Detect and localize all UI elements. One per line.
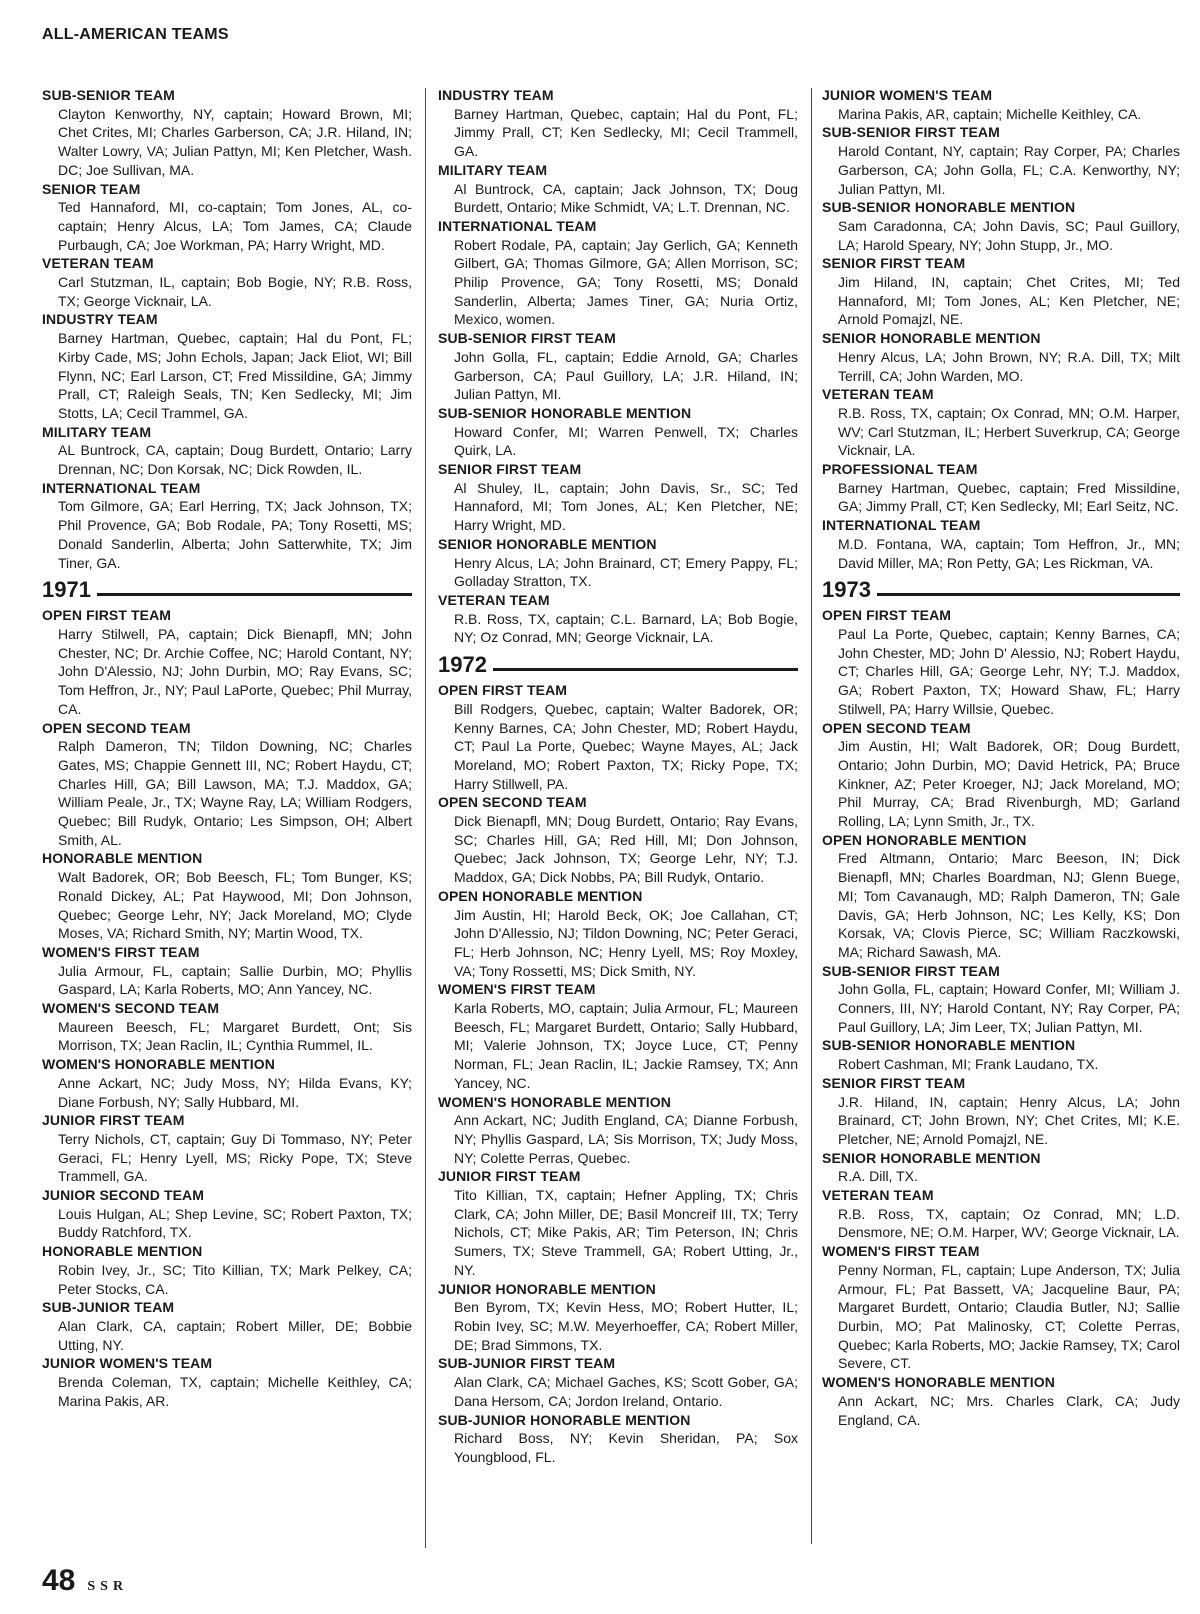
team-section	[42, 943, 412, 999]
team-members: Harold Contant, NY, captain; Ray Corper, PA; Charles Garberson, CA; John Golla, FL; C.A. Kenworthy, NY; Julian Pattyn, MI.	[838, 143, 1180, 197]
team-section	[42, 999, 412, 1055]
team-heading: INTERNATIONAL TEAM	[438, 217, 597, 234]
team-members: Jim Austin, HI; Walt Badorek, OR; Doug Burdett, Ontario; John Durbin, MO; David Hetrick, PA; Bruce Kinkner, AZ; Peter Kroeger, NJ; Jack Moreland, MO; Phil Murray, CA; Brad Rivenburgh, MD; Garland Rolling, LA; Lynn Smith, Jr., TX.	[838, 738, 1180, 830]
year-heading: 1973	[822, 577, 871, 603]
team-section	[42, 180, 412, 255]
team-section	[438, 1167, 798, 1279]
team-heading: WOMEN'S HONORABLE MENTION	[438, 1093, 671, 1110]
column-divider-1	[425, 88, 426, 1548]
team-members: J.R. Hiland, IN, captain; Henry Alcus, LA; John Brainard, CT; John Brown, NY; Chet Crites, MI; K.E. Pletcher, NE; Arnold Pomajzl, NE.	[838, 1093, 1180, 1147]
team-members: John Golla, FL, captain; Eddie Arnold, GA; Charles Garberson, CA; Paul Guillory, LA; J.R. Hiland, IN; Julian Pattyn, MI.	[454, 348, 798, 403]
team-members: Robin Ivey, Jr., SC; Tito Killian, TX; Mark Pelkey, CA; Peter Stocks, CA.	[58, 1261, 412, 1297]
page-title: ALL-AMERICAN TEAMS	[42, 26, 229, 43]
team-heading: OPEN SECOND TEAM	[438, 794, 587, 811]
team-section	[438, 217, 798, 329]
team-heading: SENIOR TEAM	[42, 180, 141, 197]
team-members: R.B. Ross, TX, captain; C.L. Barnard, LA; Bob Bogie, NY; Oz Conrad, MN; George Vicknair, LA.	[454, 610, 798, 646]
team-members: M.D. Fontana, WA, captain; Tom Heffron, Jr., MN; David Miller, MA; Ron Petty, GA; Les Rickman, VA.	[838, 535, 1180, 571]
team-section	[438, 535, 798, 591]
team-members: Walt Badorek, OR; Bob Beesch, FL; Tom Bunger, KS; Ronald Dickey, AL; Pat Haywood, MI; Don Johnson, Quebec; George Lehr, NY; Jack Moreland, MO; Clyde Moses, VA; Richard Smith, NY; Martin Wood, TX.	[58, 869, 412, 942]
team-members: Karla Roberts, MO, captain; Julia Armour, FL; Maureen Beesch, FL; Margaret Burdett, Ontario; Sally Hubbard, MI; Valerie Johnson, TX; Joyce Luce, CT; Penny Norman, FL; Jean Raclin, IL; Jackie Ramsey, TX; Ann Yancey, NC.	[454, 1000, 798, 1091]
team-heading: JUNIOR FIRST TEAM	[438, 1168, 581, 1185]
team-heading: PROFESSIONAL TEAM	[822, 461, 978, 478]
team-heading: SUB-SENIOR FIRST TEAM	[822, 962, 1000, 979]
year-heading: 1971	[42, 577, 91, 603]
team-heading: JUNIOR HONORABLE MENTION	[438, 1280, 656, 1297]
column-divider-2	[811, 88, 812, 1544]
team-heading: VETERAN TEAM	[42, 255, 154, 272]
team-heading: OPEN SECOND TEAM	[42, 719, 191, 736]
team-section	[822, 198, 1180, 254]
team-members: Paul La Porte, Quebec, captain; Kenny Barnes, CA; John Chester, MD; John D' Alessio, NJ; Robert Haydu, CT; Charles Hill, GA; George Lehr, NY; T.J. Maddox, GA; Robert Paxton, TX; Howard Shaw, FL; Harry Stilwell, PA; Harry Willsie, Quebec.	[838, 625, 1180, 717]
team-section	[438, 329, 798, 404]
team-heading: WOMEN'S FIRST TEAM	[822, 1243, 980, 1260]
team-heading: JUNIOR FIRST TEAM	[42, 1112, 185, 1129]
team-heading: SUB-JUNIOR TEAM	[42, 1299, 175, 1316]
team-section	[42, 1354, 412, 1410]
team-section	[438, 86, 798, 161]
team-heading: VETERAN TEAM	[822, 1187, 934, 1204]
team-heading: JUNIOR SECOND TEAM	[42, 1187, 205, 1204]
team-heading: SENIOR HONORABLE MENTION	[822, 330, 1041, 347]
team-members: Fred Altmann, Ontario; Marc Beeson, IN; Dick Bienapfl, MN; Charles Boardman, NJ; Glenn Buege, MI; Tom Cavanaugh, MD; Ralph Dameron, TN; Gale Davis, GA; Herb Johnson, NC; Les Kelly, KS; Don Korsak, VA; Clovis Pierce, SC; William Raczkowski, MA; Richard Sawash, MA.	[838, 850, 1180, 960]
team-members: Henry Alcus, LA; John Brown, NY; R.A. Dill, TX; Milt Terrill, CA; John Warden, MO.	[838, 348, 1180, 384]
team-members: Terry Nichols, CT, captain; Guy Di Tommaso, NY; Peter Geraci, FL; Henry Lyell, MS; Ricky Pope, TX; Steve Trammell, GA.	[58, 1130, 412, 1185]
team-section	[822, 1074, 1180, 1149]
team-section	[42, 310, 412, 422]
team-members: Jim Austin, HI; Harold Beck, OK; Joe Callahan, CT; John D'Allessio, NJ; Tildon Downing, NC; Peter Geraci, FL; Herb Johnson, NC; Henry Lyell, MS; Roy Moxley, VA; Tony Rossetti, MS; Dick Smith, NY.	[454, 906, 798, 979]
page-number: 48	[42, 1564, 76, 1597]
team-section	[42, 719, 412, 850]
team-section	[438, 681, 798, 793]
team-members: Julia Armour, FL, captain; Sallie Durbin, MO; Phyllis Gaspard, LA; Karla Roberts, MO; Ann Yancey, NC.	[58, 962, 412, 998]
team-heading: OPEN FIRST TEAM	[822, 607, 952, 624]
team-section	[42, 1055, 412, 1111]
team-heading: MILITARY TEAM	[438, 161, 548, 178]
year-rule	[877, 593, 1180, 596]
column-1	[42, 86, 412, 1411]
team-members: R.B. Ross, TX, captain; Ox Conrad, MN; O.M. Harper, WV; Carl Stutzman, IL; Herbert Suverkrup, CA; George Vicknair, LA.	[838, 404, 1180, 459]
team-section	[822, 86, 1180, 123]
team-heading: SUB-JUNIOR HONORABLE MENTION	[438, 1411, 691, 1428]
team-members: Howard Confer, MI; Warren Penwell, TX; Charles Quirk, LA.	[454, 423, 798, 459]
team-members: Ben Byrom, TX; Kevin Hess, MO; Robert Hutter, IL; Robin Ivey, SC; M.W. Meyerhoeffer, CA; Robert Miller, DE; Brad Simmons, TX.	[454, 1299, 798, 1353]
team-section	[822, 516, 1180, 572]
team-members: Tito Killian, TX, captain; Hefner Appling, TX; Chris Clark, CA; John Miller, DE; Basil Moncreif III, TX; Terry Nichols, CT; Mike Pakis, AR; Tim Peterson, IN; Chris Sumers, TX; Steve Trammell, GA; Robert Utting, Jr., NY.	[454, 1187, 798, 1278]
team-heading: SUB-SENIOR TEAM	[42, 87, 175, 103]
team-members: Barney Hartman, Quebec, captain; Fred Missildine, GA; Jimmy Prall, CT; Ken Sedlecky, MI; Earl Seitz, NC.	[838, 479, 1180, 515]
team-members: Ralph Dameron, TN; Tildon Downing, NC; Charles Gates, MS; Chappie Gennett III, NC; Robert Haydu, CT; Charles Hill, GA; Bill Lawson, MA; T.J. Maddox, GA; William Peale, Jr., TX; Wayne Ray, LA; William Rodgers, Quebec; Bill Rudyk, Ontario; Les Simpson, OH; Albert Smith, AL.	[58, 738, 412, 848]
team-section	[42, 849, 412, 943]
team-members: Marina Pakis, AR, captain; Michelle Keithley, CA.	[838, 105, 1142, 122]
team-heading: SENIOR HONORABLE MENTION	[822, 1149, 1041, 1166]
team-heading: INTERNATIONAL TEAM	[822, 517, 981, 534]
team-section	[42, 1111, 412, 1186]
team-heading: INDUSTRY TEAM	[438, 87, 554, 103]
team-section	[42, 1242, 412, 1298]
team-section	[822, 329, 1180, 385]
team-members: Sam Caradonna, CA; John Davis, SC; Paul Guillory, LA; Harold Speary, NY; John Stupp, Jr., MO.	[838, 217, 1180, 253]
team-members: Jim Hiland, IN, captain; Chet Crites, MI; Ted Hannaford, MI; Tom Jones, AL; Ken Pletcher, NE; Arnold Pomajzl, NE.	[838, 274, 1180, 328]
team-section	[438, 1093, 798, 1168]
team-section	[438, 887, 798, 981]
team-members: Al Shuley, IL, captain; John Davis, Sr., SC; Ted Hannaford, MI; Tom Jones, AL; Ken Pletcher, NE; Harry Wright, MD.	[454, 479, 798, 534]
team-heading: SENIOR FIRST TEAM	[822, 255, 966, 272]
team-section	[822, 1036, 1180, 1073]
team-section	[438, 404, 798, 460]
team-members: Brenda Coleman, TX, captain; Michelle Keithley, CA; Marina Pakis, AR.	[58, 1374, 412, 1409]
team-heading: OPEN SECOND TEAM	[822, 719, 971, 736]
team-section	[822, 460, 1180, 516]
team-section	[438, 980, 798, 1092]
team-members: Barney Hartman, Quebec, captain; Hal du Pont, FL; Kirby Cade, MS; John Echols, Japan; Jack Eliot, WI; Bill Flynn, NC; Earl Larson, CT; Fred Missildine, GA; Jimmy Prall, CT; Raleigh Seals, TN; Ken Sedlecky, MI; Jim Stotts, LA; Cecil Trammel, GA.	[58, 330, 412, 421]
team-members: Maureen Beesch, FL; Margaret Burdett, Ont; Sis Morrison, TX; Jean Raclin, IL; Cynthia Rummel, IL.	[58, 1018, 412, 1054]
team-heading: OPEN HONORABLE MENTION	[822, 831, 1027, 848]
column-2	[438, 86, 798, 1467]
team-heading: SENIOR FIRST TEAM	[822, 1074, 966, 1091]
team-members: Ann Ackart, NC; Judith England, CA; Dianne Forbush, NY; Phyllis Gaspard, LA; Sis Morrison, TX; Judy Moss, NY; Colette Perras, Quebec.	[454, 1112, 798, 1166]
team-section	[822, 1186, 1180, 1242]
team-members: Alan Clark, CA; Michael Gaches, KS; Scott Gober, GA; Dana Hersom, CA; Jordon Ireland, Ontario.	[454, 1374, 798, 1409]
team-members: Anne Ackart, NC; Judy Moss, NY; Hilda Evans, KY; Diane Forbush, NY; Sally Hubbard, MI.	[58, 1074, 412, 1110]
team-heading: JUNIOR WOMEN'S TEAM	[822, 87, 993, 103]
team-heading: SUB-SENIOR HONORABLE MENTION	[438, 404, 692, 421]
team-members: Harry Stilwell, PA, captain; Dick Bienapfl, MN; John Chester, NC; Dr. Archie Coffee, NC; Harold Contant, NY; John D'Alessio, NJ; John Durbin, MO; Ray Evans, SC; Tom Heffron, Jr., NY; Paul LaPorte, Quebec; Phil Murray, CA.	[58, 625, 412, 717]
team-section	[822, 254, 1180, 329]
team-section	[438, 1280, 798, 1355]
team-members: Robert Cashman, MI; Frank Laudano, TX.	[838, 1056, 1099, 1073]
column-3	[822, 86, 1180, 1429]
team-members: R.B. Ross, TX, captain; Oz Conrad, MN; L.D. Densmore, NE; O.M. Harper, WV; George Vicknair, LA.	[838, 1205, 1180, 1241]
team-members: Carl Stutzman, IL, captain; Bob Bogie, NY; R.B. Ross, TX; George Vicknair, LA.	[58, 274, 412, 309]
team-section	[438, 460, 798, 535]
team-members: Alan Clark, CA, captain; Robert Miller, DE; Bobbie Utting, NY.	[58, 1318, 412, 1353]
team-members: Barney Hartman, Quebec, captain; Hal du Pont, FL; Jimmy Prall, CT; Ken Sedlecky, MI; Cecil Trammell, GA.	[454, 105, 798, 160]
team-members: Richard Boss, NY; Kevin Sheridan, PA; Sox Youngblood, FL.	[454, 1430, 798, 1465]
team-section	[822, 719, 1180, 831]
team-heading: SUB-SENIOR HONORABLE MENTION	[822, 1037, 1076, 1054]
team-section	[822, 1373, 1180, 1429]
team-section	[822, 123, 1180, 198]
team-members: Henry Alcus, LA; John Brainard, CT; Emery Pappy, FL; Golladay Stratton, TX.	[454, 554, 798, 590]
team-heading: WOMEN'S HONORABLE MENTION	[42, 1056, 275, 1073]
team-section	[42, 254, 412, 310]
year-rule	[493, 668, 798, 671]
year-divider	[42, 578, 412, 602]
team-heading: SUB-SENIOR FIRST TEAM	[822, 124, 1000, 141]
team-heading: SUB-JUNIOR FIRST TEAM	[438, 1355, 616, 1372]
team-heading: WOMEN'S SECOND TEAM	[42, 1000, 220, 1017]
team-members: Dick Bienapfl, MN; Doug Burdett, Ontario; Ray Evans, SC; Charles Hill, GA; Red Hill, MI; Don Johnson, Quebec; Jack Johnson, TX; George Lehr, NY; T.J. Maddox, GA; Dick Nobbs, PA; Bill Rudyk, Ontario.	[454, 813, 798, 886]
team-section	[42, 423, 412, 479]
team-section	[42, 606, 412, 718]
team-section	[438, 1411, 798, 1467]
team-heading: WOMEN'S FIRST TEAM	[438, 981, 596, 998]
team-heading: SENIOR HONORABLE MENTION	[438, 535, 657, 552]
team-section	[822, 1149, 1180, 1186]
team-members: Penny Norman, FL, captain; Lupe Anderson, TX; Julia Armour, FL; Pat Bassett, VA; Jacqueline Baur, PA; Margaret Burdett, Ontario; Claudia Butler, NJ; Sallie Durbin, MO; Pat Malinosky, CT; Colette Perras, Quebec; Karla Roberts, MO; Jackie Ramsey, TX; Carol Severe, CT.	[838, 1261, 1180, 1372]
team-heading: SUB-SENIOR HONORABLE MENTION	[822, 199, 1076, 216]
team-heading: WOMEN'S FIRST TEAM	[42, 943, 200, 960]
year-heading: 1972	[438, 652, 487, 678]
team-members: AL Buntrock, CA, captain; Doug Burdett, Ontario; Larry Drennan, NC; Don Korsak, NC; Dick Rowden, IL.	[58, 442, 412, 478]
team-heading: WOMEN'S HONORABLE MENTION	[822, 1374, 1055, 1391]
team-section	[42, 1298, 412, 1354]
year-divider	[822, 578, 1180, 602]
team-section	[438, 1354, 798, 1410]
team-heading: HONORABLE MENTION	[42, 1243, 203, 1260]
team-section	[822, 1242, 1180, 1373]
magazine-name: SSR	[87, 1579, 129, 1594]
team-heading: OPEN FIRST TEAM	[42, 607, 172, 624]
team-heading: HONORABLE MENTION	[42, 850, 203, 867]
team-members: Louis Hulgan, AL; Shep Levine, SC; Robert Paxton, TX; Buddy Ratchford, TX.	[58, 1205, 412, 1241]
team-members: Clayton Kenworthy, NY, captain; Howard Brown, MI; Chet Crites, MI; Charles Garberson, CA; J.R. Hiland, IN; Walter Lowry, VA; Julian Pattyn, MI; Ken Pletcher, Wash. DC; Joe Sullivan, MA.	[58, 105, 412, 178]
team-section	[822, 606, 1180, 718]
team-members: Ted Hannaford, MI, co-captain; Tom Jones, AL, co-captain; Henry Alcus, LA; Tom James, CA; Claude Purbaugh, CA; Joe Workman, PA; Harry Wright, MD.	[58, 199, 412, 253]
team-heading: VETERAN TEAM	[438, 591, 550, 608]
team-members: Al Buntrock, CA, captain; Jack Johnson, TX; Doug Burdett, Ontario; Mike Schmidt, VA; L.T. Drennan, NC.	[454, 180, 798, 216]
year-divider	[438, 653, 798, 677]
team-heading: OPEN HONORABLE MENTION	[438, 887, 643, 904]
page-footer	[42, 1566, 128, 1596]
team-heading: SUB-SENIOR FIRST TEAM	[438, 330, 616, 347]
team-section	[42, 86, 412, 180]
team-section	[438, 591, 798, 647]
team-members: John Golla, FL, captain; Howard Confer, MI; William J. Conners, III, NY; Harold Contant, NY; Ray Corper, PA; Paul Guillory, LA; Jim Leer, TX; Julian Pattyn, MI.	[838, 981, 1180, 1035]
team-members: Bill Rodgers, Quebec, captain; Walter Badorek, OR; Kenny Barnes, CA; John Chester, MD; Robert Haydu, CT; Paul La Porte, Quebec; Wayne Mayes, AL; Jack Moreland, MO; Robert Paxton, TX; Ricky Pope, TX; Harry Stillwell, PA.	[454, 700, 798, 792]
team-heading: VETERAN TEAM	[822, 386, 934, 403]
team-section	[822, 385, 1180, 460]
team-heading: OPEN FIRST TEAM	[438, 682, 568, 699]
team-members: R.A. Dill, TX.	[838, 1168, 918, 1185]
team-section	[822, 962, 1180, 1037]
team-members: Ann Ackart, NC; Mrs. Charles Clark, CA; Judy England, CA.	[838, 1392, 1180, 1428]
team-section	[438, 161, 798, 217]
team-heading: INDUSTRY TEAM	[42, 311, 158, 328]
team-heading: SENIOR FIRST TEAM	[438, 461, 582, 478]
team-section	[42, 479, 412, 573]
team-section	[438, 793, 798, 887]
team-heading: JUNIOR WOMEN'S TEAM	[42, 1355, 213, 1372]
team-heading: MILITARY TEAM	[42, 423, 152, 440]
team-section	[42, 1186, 412, 1242]
team-members: Robert Rodale, PA, captain; Jay Gerlich, GA; Kenneth Gilbert, GA; Thomas Gilmore, GA; Allen Morrison, SC; Philip Provence, GA; Tony Rosetti, MS; Donald Sanderlin, Alberta; James Tiner, GA; Nuria Ortiz, Mexico, women.	[454, 236, 798, 328]
team-heading: INTERNATIONAL TEAM	[42, 479, 201, 496]
year-rule	[97, 593, 412, 596]
team-members: Tom Gilmore, GA; Earl Herring, TX; Jack Johnson, TX; Phil Provence, GA; Bob Rodale, PA; Tony Rosetti, MS; Donald Sanderlin, Alberta; John Satterwhite, TX; Jim Tiner, GA.	[58, 498, 412, 571]
team-section	[822, 831, 1180, 962]
